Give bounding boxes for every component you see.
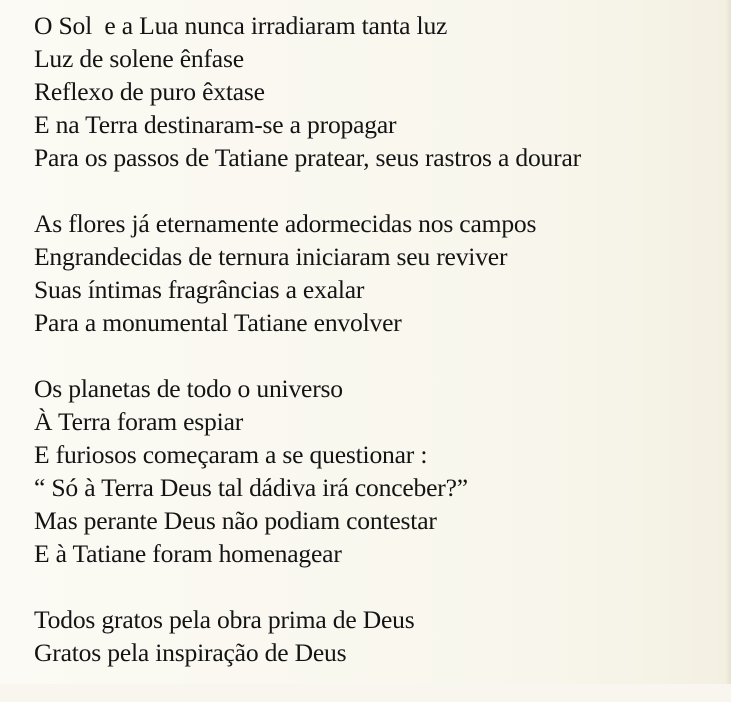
poem-line: Todos gratos pela obra prima de Deus bbox=[34, 605, 415, 634]
poem-line: Suas íntimas fragrâncias a exalar bbox=[34, 275, 365, 304]
poem-line: O Sol e a Lua nunca irradiaram tanta luz bbox=[34, 11, 448, 40]
poem-line: Os planetas de todo o universo bbox=[34, 374, 343, 403]
poem-line: As flores já eternamente adormecidas nos campos bbox=[34, 209, 537, 238]
poem-line: Reflexo de puro êxtase bbox=[34, 77, 265, 106]
poem-line: Para a monumental Tatiane envolver bbox=[34, 308, 402, 337]
stanza-4 bbox=[34, 603, 724, 669]
stanza-2 bbox=[34, 207, 724, 339]
poem-line: Para os passos de Tatiane pratear, seus rastros a dourar bbox=[34, 143, 581, 172]
poem-line: Luz de solene ênfase bbox=[34, 44, 244, 73]
poem-line: E na Terra destinaram-se a propagar bbox=[34, 110, 397, 139]
poem-line: À Terra foram espiar bbox=[34, 407, 244, 436]
poem-line: Engrandecidas de ternura iniciaram seu reviver bbox=[34, 242, 508, 271]
stanza-1 bbox=[34, 9, 724, 174]
page-edge-shadow bbox=[725, 0, 731, 684]
poem-line: E furiosos começaram a se questionar : bbox=[34, 440, 428, 469]
poem-line: E à Tatiane foram homenagear bbox=[34, 539, 342, 568]
poem-line: Mas perante Deus não podiam contestar bbox=[34, 506, 437, 535]
poem-line: Gratos pela inspiração de Deus bbox=[34, 638, 347, 667]
poem-line: “ Só à Terra Deus tal dádiva irá conceber?” bbox=[34, 473, 468, 502]
poem-text bbox=[34, 9, 724, 702]
stanza-3 bbox=[34, 372, 724, 570]
